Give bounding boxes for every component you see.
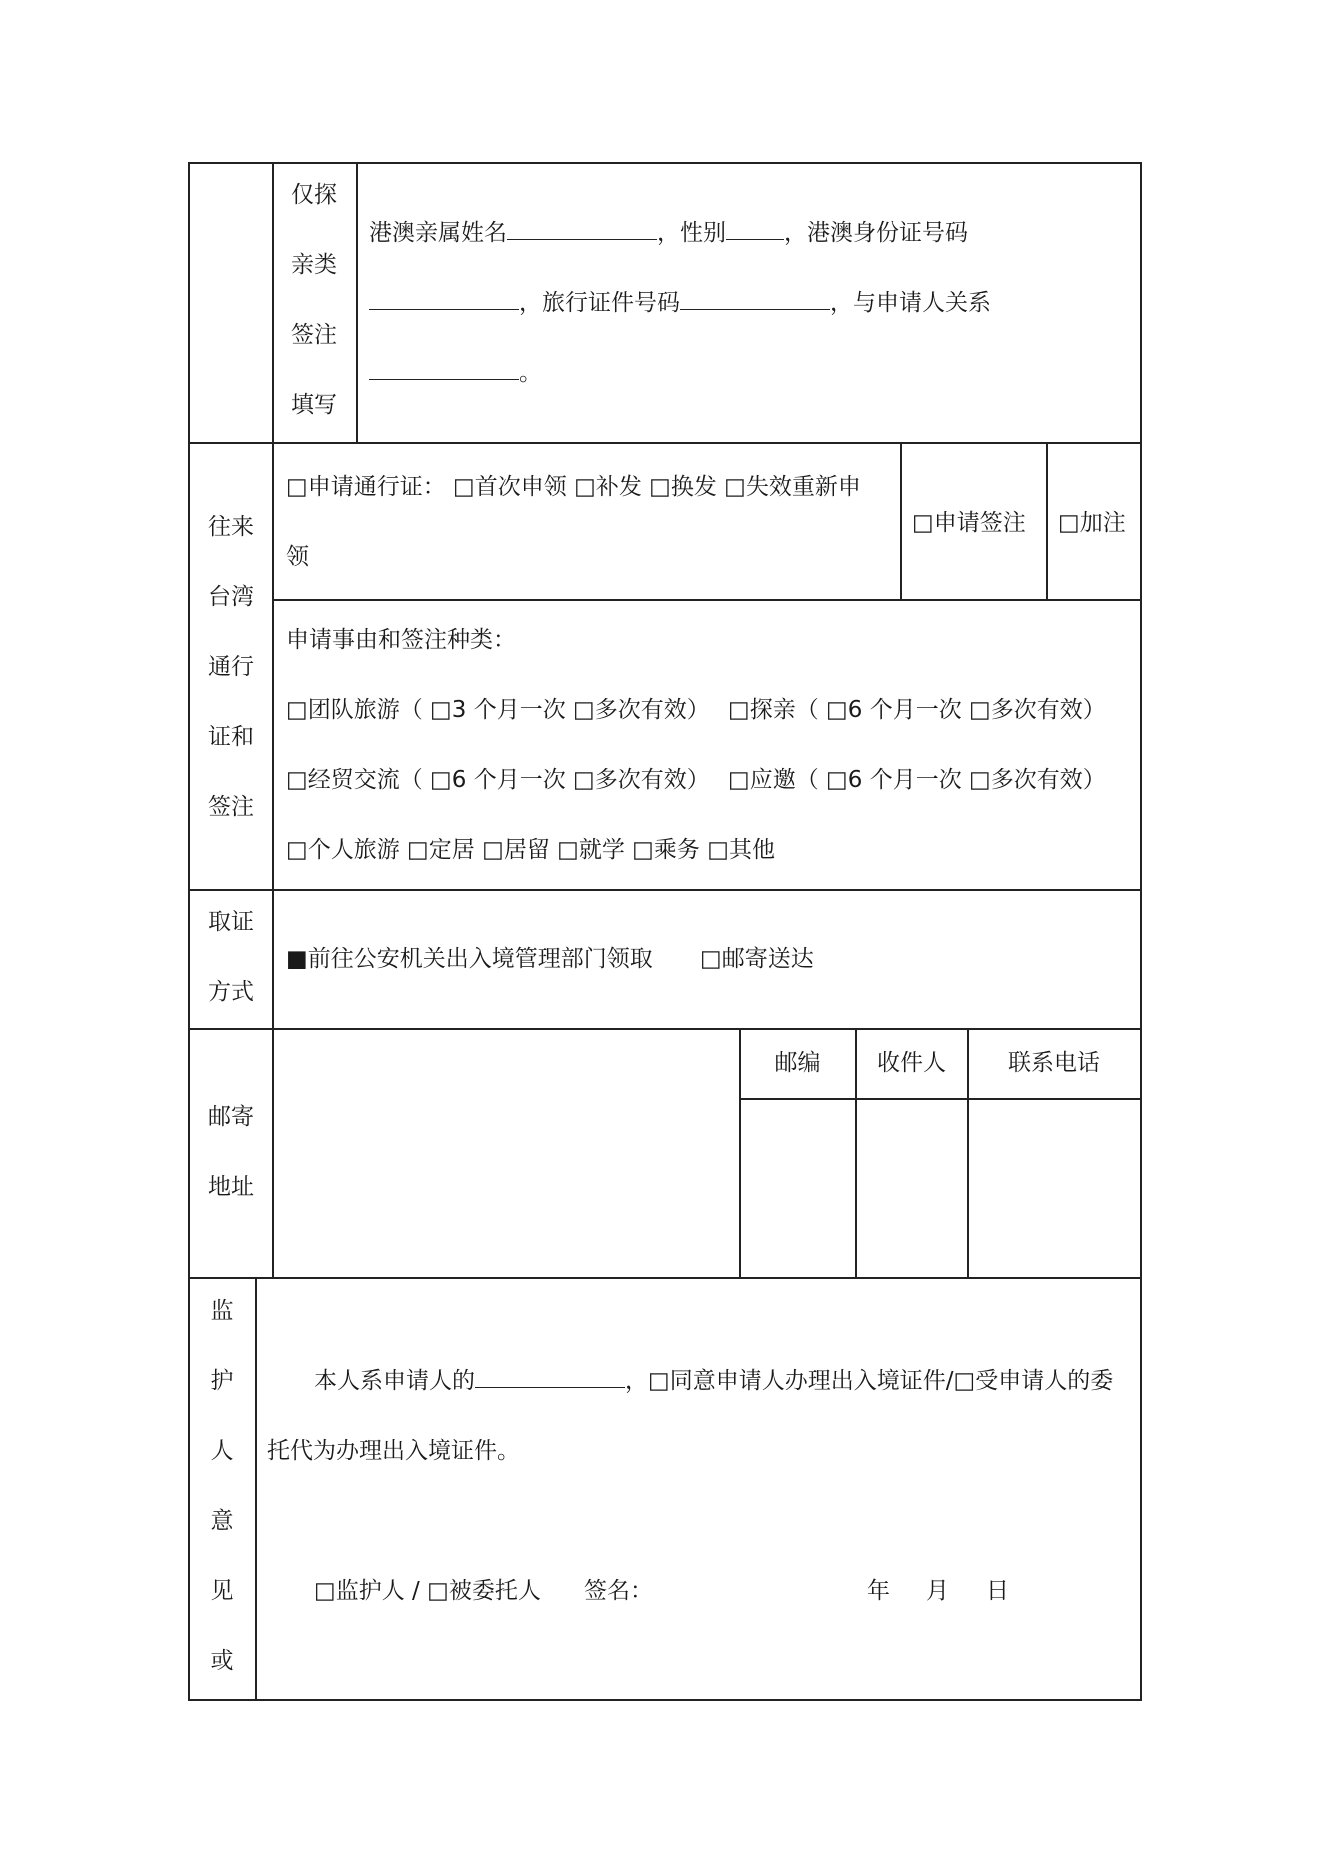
pickup-in-person-option[interactable]: ■前往公安机关出入境管理部门领取 bbox=[286, 946, 653, 972]
family-visit-option[interactable]: □探亲（ □6 个月一次 □多次有效） bbox=[728, 697, 1106, 723]
divider bbox=[255, 1277, 257, 1701]
divider bbox=[188, 889, 1142, 891]
trade-exchange-option[interactable]: □经贸交流（ □6 个月一次 □多次有效） bbox=[286, 767, 710, 793]
divider bbox=[356, 162, 358, 443]
pickup-method-label: 取证 方式 bbox=[208, 909, 254, 1005]
relationship-to-applicant-field[interactable] bbox=[475, 1369, 625, 1388]
table-border-top bbox=[188, 162, 1142, 164]
apply-endorsement-checkbox[interactable]: □申请签注 bbox=[912, 510, 1026, 536]
recipient-header: 收件人 bbox=[877, 1050, 946, 1076]
mailing-address-field[interactable] bbox=[274, 1030, 738, 1276]
year-label: 年 bbox=[867, 1578, 890, 1604]
relative-info-line-1: 港澳亲属姓名 ，性别 ，港澳身份证号码 bbox=[369, 220, 968, 246]
visit-endorsement-label: 仅探 亲类 签注 填写 bbox=[291, 182, 337, 418]
divider bbox=[272, 162, 274, 443]
divider bbox=[272, 599, 1142, 601]
relative-info-line-3: 。 bbox=[369, 358, 542, 388]
guardian-statement-line-1: 本人系申请人的 ，□同意申请人办理出入境证件/□受申请人的委 bbox=[314, 1368, 1114, 1394]
relative-gender-field[interactable] bbox=[726, 221, 784, 240]
invitation-option[interactable]: □应邀（ □6 个月一次 □多次有效） bbox=[728, 767, 1106, 793]
table-border-right bbox=[1140, 162, 1142, 1701]
add-note-checkbox[interactable]: □加注 bbox=[1058, 510, 1126, 536]
divider bbox=[900, 442, 902, 600]
apply-permit-options[interactable]: □申请通行证： □首次申领 □补发 □换发 □失效重新申 bbox=[286, 474, 861, 500]
travel-document-number-field[interactable] bbox=[680, 291, 830, 310]
pickup-by-mail-option[interactable]: □邮寄送达 bbox=[700, 946, 814, 972]
divider bbox=[188, 1277, 1142, 1279]
signature-label: 签名： bbox=[584, 1578, 653, 1604]
divider bbox=[272, 889, 274, 1029]
relationship-field[interactable] bbox=[369, 361, 519, 380]
taiwan-pass-label: 往来 台湾 通行 证和 签注 bbox=[208, 514, 254, 820]
signature-field[interactable] bbox=[660, 1570, 860, 1610]
postcode-header: 邮编 bbox=[774, 1050, 821, 1076]
table-border-left bbox=[188, 162, 190, 1701]
divider bbox=[272, 442, 274, 890]
guardian-opinion-label: 监 护 人 意 见 或 bbox=[210, 1298, 234, 1674]
month-label: 月 bbox=[926, 1578, 949, 1604]
other-reason-options[interactable]: □个人旅游 □定居 □居留 □就学 □乘务 □其他 bbox=[286, 837, 775, 863]
group-tour-option[interactable]: □团队旅游（ □3 个月一次 □多次有效） bbox=[286, 697, 710, 723]
recipient-field[interactable] bbox=[857, 1100, 966, 1276]
guardian-statement-line-2: 托代为办理出入境证件。 bbox=[267, 1438, 520, 1464]
hk-id-number-field[interactable] bbox=[369, 291, 519, 310]
apply-permit-options-cont: 领 bbox=[286, 544, 309, 570]
day-label: 日 bbox=[986, 1578, 1009, 1604]
relative-info-line-2: ，旅行证件号码 ，与申请人关系 bbox=[369, 288, 991, 318]
divider bbox=[1046, 442, 1048, 600]
reason-title: 申请事由和签注种类： bbox=[286, 627, 516, 653]
phone-field[interactable] bbox=[969, 1100, 1139, 1276]
mailing-address-label: 邮寄 地址 bbox=[208, 1104, 254, 1200]
table-border-bottom bbox=[188, 1699, 1142, 1701]
phone-header: 联系电话 bbox=[1008, 1050, 1100, 1076]
postcode-field[interactable] bbox=[741, 1100, 854, 1276]
guardian-role-options[interactable]: □监护人 / □被委托人 bbox=[314, 1578, 541, 1604]
relative-name-field[interactable] bbox=[507, 221, 657, 240]
